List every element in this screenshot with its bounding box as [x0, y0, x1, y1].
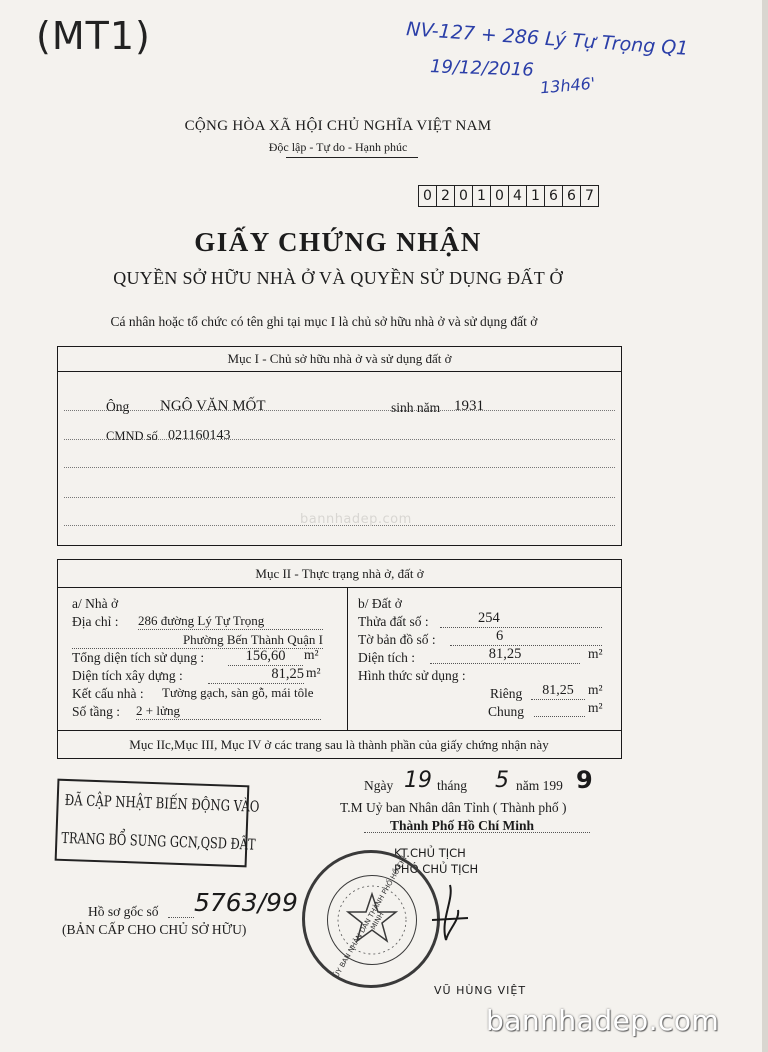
year-label: năm 199 — [516, 778, 563, 793]
serial-digit: 6 — [545, 186, 563, 206]
shared-value-line — [534, 716, 585, 717]
shared-unit: m² — [588, 700, 603, 715]
built-area-value: 81,25 — [208, 666, 304, 684]
certificate-intro: Cá nhân hoặc tổ chức có tên ghi tại mục I là chủ sở hữu nhà ở và sử dụng đất ở — [110, 314, 538, 329]
row-divider — [58, 730, 621, 731]
plot-value: 254 — [440, 610, 602, 628]
signing-role-deputy: KT.CHỦ TỊCH — [394, 846, 466, 860]
section-owner-heading: Mục I - Chủ sở hữu nhà ở và sử dụng đất ở — [58, 347, 621, 372]
handwritten-note-date: 19/12/2016 — [429, 56, 535, 81]
copy-note: (BẢN CẤP CHO CHỦ SỞ HỮU) — [62, 922, 247, 937]
house-heading: a/ Nhà ở — [72, 596, 119, 611]
date-day: 19 — [404, 768, 432, 793]
total-area-value: 156,60 — [228, 648, 303, 666]
signer-name: VŨ HÙNG VIỆT — [434, 984, 527, 997]
private-label: Riêng — [490, 686, 523, 701]
document-code-handwritten: (MT1) — [36, 14, 151, 58]
section-property-heading: Mục II - Thực trạng nhà ở, đất ở — [58, 560, 621, 588]
owner-name: NGÔ VĂN MỐT — [160, 398, 266, 414]
signing-authority: T.M Uỷ ban Nhân dân Tỉnh ( Thành phố ) — [340, 800, 567, 815]
id-label: CMND số — [106, 429, 158, 443]
country-heading: CỘNG HÒA XÃ HỘI CHỦ NGHĨA VIỆT NAM — [184, 118, 492, 134]
id-number: 021160143 — [168, 428, 231, 443]
file-label: Hồ sơ gốc số — [88, 904, 159, 919]
page-edge — [762, 0, 768, 1052]
certificate-subtitle: QUYỀN SỞ HỮU NHÀ Ở VÀ QUYỀN SỬ DỤNG ĐẤT Ở — [113, 268, 563, 288]
national-motto: Độc lập - Tự do - Hạnh phúc — [268, 140, 408, 154]
total-area-unit: m² — [304, 647, 319, 662]
private-unit: m² — [588, 682, 603, 697]
birth-year: 1931 — [454, 398, 484, 414]
built-area-label: Diện tích xây dựng : — [72, 668, 183, 683]
birth-label: sinh năm — [391, 400, 441, 415]
serial-digit: 0 — [491, 186, 509, 206]
owner-prefix: Ông — [106, 399, 130, 414]
usage-label: Hình thức sử dụng : — [358, 668, 466, 683]
handwritten-note-time: 13h46' — [539, 73, 596, 98]
footer-watermark: bannhadep.com — [486, 1004, 720, 1037]
plot-label: Thửa đất số : — [358, 614, 429, 629]
ward-value: Phường Bến Thành Quận I — [72, 632, 323, 649]
certificate-title: GIẤY CHỨNG NHẬN — [194, 227, 482, 257]
shared-label: Chung — [488, 704, 525, 719]
signing-city: Thành Phố Hồ Chí Minh — [390, 818, 535, 833]
dotted-line — [64, 497, 615, 498]
address-value: 286 đường Lý Tự Trọng — [138, 613, 323, 630]
update-stamp — [55, 779, 260, 868]
land-area-unit: m² — [588, 646, 603, 661]
serial-digit: 4 — [509, 186, 527, 206]
date-month: 5 — [495, 768, 509, 793]
serial-digit: 7 — [585, 188, 594, 204]
serial-digit: 0 — [419, 186, 437, 206]
serial-digit: 2 — [437, 186, 455, 206]
structure-value: Tường gạch, sàn gỗ, mái tôle — [162, 685, 314, 700]
date-year-digit: 9 — [576, 766, 593, 794]
land-area-label: Diện tích : — [358, 650, 415, 665]
motto-underline — [286, 157, 418, 158]
serial-digit: 1 — [527, 186, 545, 206]
column-divider — [347, 587, 348, 730]
signing-role-vice-chair: PHÓ CHỦ TỊCH — [394, 862, 479, 876]
dotted-line — [364, 832, 590, 833]
seal-text: ỦY BAN NHÂN DÂN THÀNH PHỐ HỒ CHÍ MINH — [332, 855, 409, 979]
floors-value: 2 + lửng — [136, 703, 321, 720]
stamp-line-1: ĐÃ CẬP NHẬT BIẾN ĐỘNG VÀO — [64, 790, 260, 816]
serial-digit: 6 — [563, 186, 581, 206]
handwritten-note-address: NV-127 + 286 Lý Tự Trọng Q1 — [405, 18, 690, 60]
month-label: tháng — [437, 778, 467, 793]
dotted-line — [168, 917, 194, 918]
floors-label: Số tầng : — [72, 704, 121, 719]
land-heading: b/ Đất ở — [358, 596, 402, 611]
structure-label: Kết cấu nhà : — [72, 686, 144, 701]
section-property-table — [57, 559, 622, 759]
serial-digit: 1 — [473, 186, 491, 206]
address-label: Địa chỉ : — [72, 614, 119, 629]
dotted-line — [64, 467, 615, 468]
signature-icon — [420, 880, 480, 950]
map-value: 6 — [450, 628, 602, 646]
built-area-unit: m² — [306, 665, 321, 680]
private-value: 81,25 — [531, 683, 585, 700]
land-area-value: 81,25 — [430, 646, 580, 664]
map-label: Tờ bản đồ số : — [358, 632, 436, 647]
section-footer-note: Mục IIc,Mục III, Mục IV ở các trang sau là thành phần của giấy chứng nhận này — [129, 737, 549, 752]
serial-number-box — [418, 185, 599, 207]
file-number: 5763/99 — [194, 888, 298, 917]
dotted-line — [64, 410, 615, 411]
stamp-line-2: TRANG BỔ SUNG GCN,QSD ĐẤT — [61, 828, 256, 854]
serial-digit: 0 — [455, 186, 473, 206]
center-watermark: bannhadep.com — [300, 512, 412, 527]
date-prefix: Ngày — [364, 778, 394, 793]
total-area-label: Tổng diện tích sử dụng : — [72, 650, 205, 665]
